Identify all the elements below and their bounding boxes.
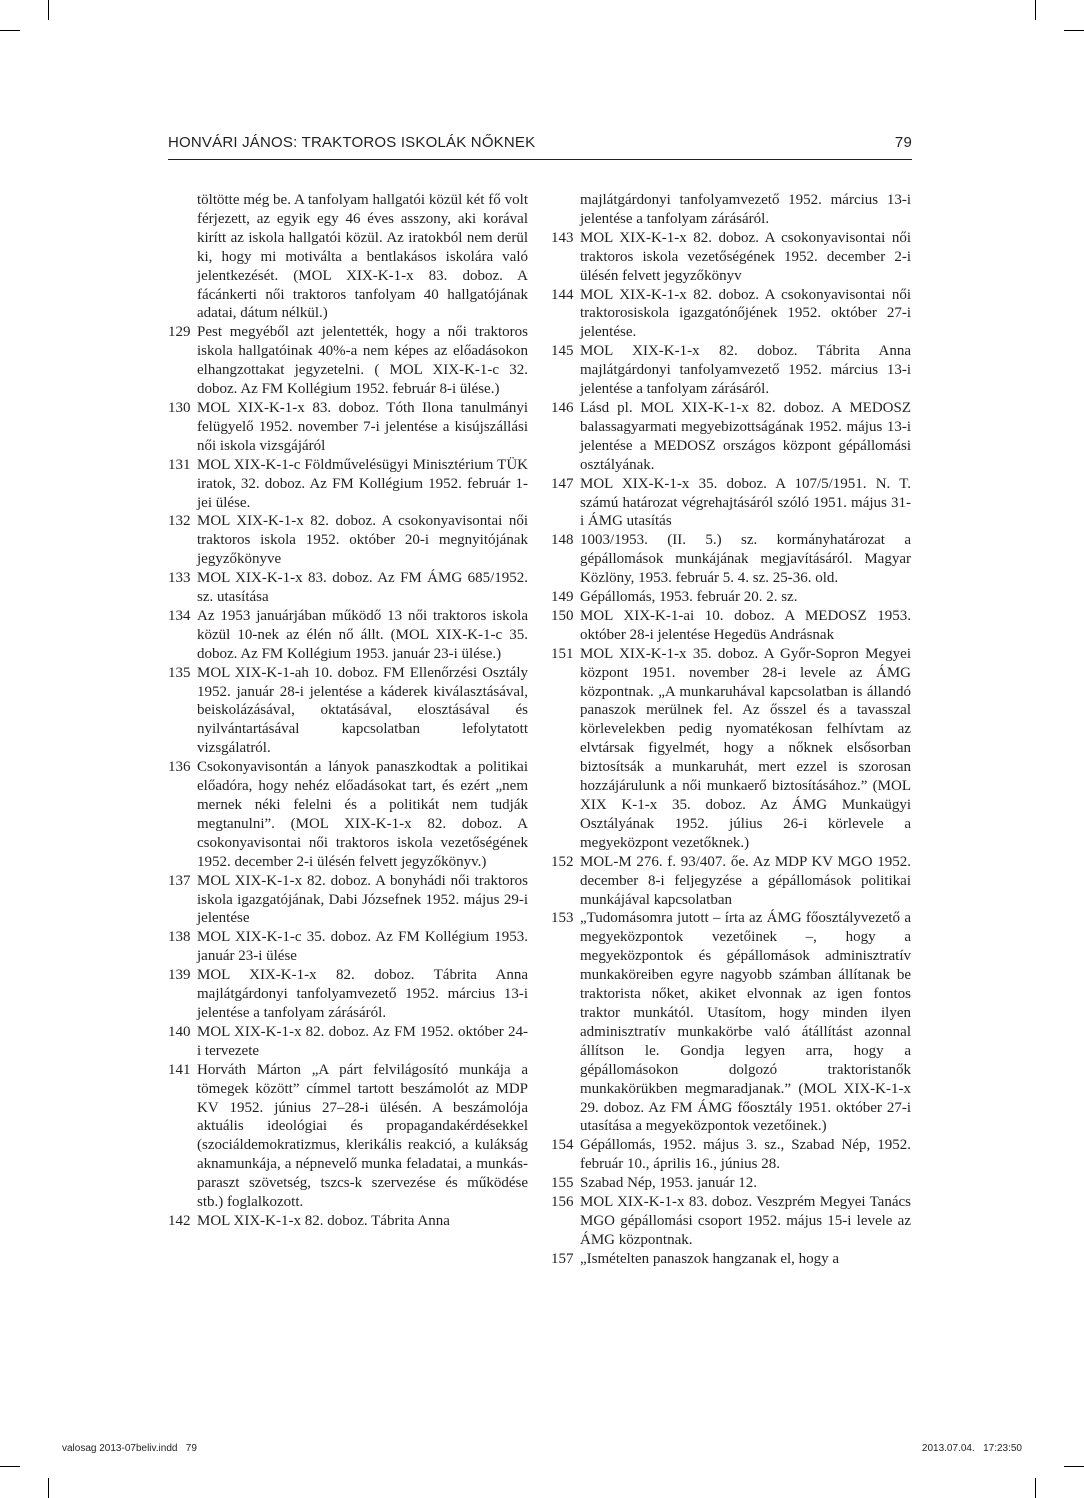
footnote	[551, 607, 911, 645]
footnote	[551, 1136, 911, 1174]
footnote-text: MOL XIX-K-1-x 82. doboz. A csokonyavisontai női traktoros iskola 1952. október 20-i megnyitójának jegyzőkönyve	[197, 513, 528, 568]
footnote-text: Pest megyéből azt jelentették, hogy a női traktoros iskola hallgatóinak 40%-a nem képes az előadásokon elhangzottakat jegyzetelni. ( MOL XIX-K-1-c 32. doboz. Az FM Kollégium 1952. február 8-i ülése.)	[197, 324, 528, 398]
footnote-continuation: töltötte még be. A tanfolyam hallgatói közül két fő volt férjezett, az egyik egy 46 éves asszony, aki korával kirítt az iskola hallgatói közül. Az iratokból nem derül ki, hogy mi motiválta a bentlakásos iskolára való jelentkezését. (MOL XIX-K-1-x 83. doboz. A fácánkerti női traktoros tanfolyam 40 hallgatójának adatai, dátum nélkül.)	[197, 192, 528, 322]
footnote	[551, 286, 911, 343]
footnote	[551, 342, 911, 399]
running-head	[168, 134, 912, 156]
footnote-text: Csokonyavisontán a lányok panaszkodtak a politikai előadóra, hogy nehéz előadásokat tart, és ezért „nem mernek néki felelni és a politikát nem tudják megtanulni”. (MOL XIX-K-1-x 82. doboz. A csokonyavisontai női traktoros iskola vezetőségének 1952. december 2-i ülésén felvett jegyzőkönyv.)	[197, 759, 528, 870]
footnote-number: 157	[551, 1250, 574, 1267]
footnote	[168, 607, 528, 664]
footnote-number: 132	[168, 513, 191, 530]
footnote-number: 154	[551, 1137, 574, 1154]
footnote-text: MOL XIX-K-1-ai 10. doboz. A MEDOSZ 1953. október 28-i jelentése Hegedüs Andrásnak	[580, 607, 911, 643]
footnote-text: MOL XIX-K-1-x 35. doboz. A 107/5/1951. N. T. számú határozat végrehajtásáról szóló 1951. május 31-i ÁMG utasítás	[580, 475, 911, 530]
footnote-number: 137	[168, 872, 191, 889]
footnote	[168, 456, 528, 513]
footnote	[551, 645, 911, 853]
footnote	[168, 928, 528, 966]
footnote-number: 145	[551, 343, 574, 360]
footnote-number: 156	[551, 1194, 574, 1211]
footnote-number: 144	[551, 286, 574, 303]
footnote-number: 140	[168, 1023, 191, 1040]
footnote-number: 148	[551, 532, 574, 549]
footnote	[168, 399, 528, 456]
footnote-number: 138	[168, 929, 191, 946]
footnote-number: 152	[551, 853, 574, 870]
right-column	[551, 191, 911, 1269]
footnote-number: 142	[168, 1212, 191, 1229]
footnote-text: MOL XIX-K-1-x 82. doboz. A csokonyavisontai női traktorosiskola igazgatónőjének 1952. október 27-i jelentése.	[580, 286, 911, 341]
running-title: HONVÁRI JÁNOS: TRAKTOROS ISKOLÁK NŐKNEK	[168, 134, 536, 151]
footnote-continuation: majlátgárdonyi tanfolyamvezető 1952. március 13-i jelentése a tanfolyam zárásáról.	[580, 192, 911, 227]
footnote-number: 133	[168, 570, 191, 587]
footnote-number: 131	[168, 456, 191, 473]
footnote	[551, 1250, 911, 1269]
footnote	[168, 323, 528, 399]
footnote-text: MOL XIX-K-1-c 35. doboz. Az FM Kollégium 1953. január 23-i ülése	[197, 929, 528, 965]
crop-mark-bottom-right-v	[1035, 1478, 1036, 1498]
footnote-number: 139	[168, 967, 191, 984]
footnote-text: „Ismételten panaszok hangzanak el, hogy a	[580, 1250, 840, 1267]
footnote-number: 147	[551, 475, 574, 492]
footnote-number: 155	[551, 1175, 574, 1192]
footnote-number: 129	[168, 324, 191, 341]
footnote	[168, 569, 528, 607]
crop-mark-bottom-left-h	[0, 1466, 20, 1467]
footnote	[168, 966, 528, 1023]
page-number: 79	[894, 134, 912, 151]
footnote-text: MOL XIX-K-1-x 82. doboz. Tábrita Anna majlátgárdonyi tanfolyamvezető 1952. március 13-i jelentése a tanfolyam zárásáról.	[580, 343, 911, 398]
footnote-text: „Tudomásomra jutott – írta az ÁMG főosztályvezető a megyeközpontok vezetőinek –, hogy a megyeközpontok és gépállomások adminisztratív munkaköreiben egyre nagyobb számban állítanak be traktorista nőket, akiket elvonnak az igen fontos traktor munkától. Utasítom, hogy minden ilyen adminisztratív munkakörbe való átállítást azonnal állítson le. Gondja legyen arra, hogy a gépállomásokon dolgozó traktoristanők munkakörükben megmaradjanak.” (MOL XIX-K-1-x 29. doboz. Az FM ÁMG főosztály 1951. október 27-i utasítása a megyeközpontok vezetőinek.)	[580, 910, 911, 1135]
file-slug: valosag 2013-07beliv.indd 79	[62, 1443, 197, 1454]
footnote-text: 1003/1953. (II. 5.) sz. kormányhatározat a gépállomások munkájának megjavításáról. Magyar Közlöny, 1953. február 5. 4. sz. 25-36. old.	[580, 532, 911, 587]
footnote-text: MOL XIX-K-1-x 83. doboz. Az FM ÁMG 685/1952. sz. utasítása	[197, 570, 528, 606]
crop-mark-top-right-h	[1064, 30, 1084, 31]
footnote-text: Horváth Márton „A párt felvilágosító munkája a tömegek között” címmel tartott beszámolót az MDP KV 1952. június 27–28-i ülésén. A beszámolója aktuális ideológiai és propagandakérdésekkel (szociáldemokratizmus, klerikális reakció, a kulákság aknamunkája, a népnevelő munka feladatai, a munkás-paraszt szövetség, tszcs-k szervezése és működése stb.) foglalkozott.	[197, 1061, 528, 1211]
crop-mark-top-right-v	[1035, 0, 1036, 20]
footnote-text: MOL XIX-K-1-ah 10. doboz. FM Ellenőrzési Osztály 1952. január 28-i jelentése a káderek kiválasztásával, beiskolázásával, oktatásával, elosztásával és nyilvántartásával kapcsolatban lefolytatott vizsgálatról.	[197, 664, 528, 757]
footnote-text: MOL XIX-K-1-x 82. doboz. A csokonyavisontai női traktoros iskola vezetőségének 1952. december 2-i ülésén felvett jegyzőkönyv	[580, 229, 911, 284]
footnote	[168, 1212, 528, 1231]
left-column	[168, 191, 528, 1231]
footnote	[551, 475, 911, 532]
crop-mark-top-left-h	[0, 30, 20, 31]
footnote-number: 143	[551, 229, 574, 246]
footnote-text: MOL XIX-K-1-c Földművelésügyi Minisztérium TÜK iratok, 32. doboz. Az FM Kollégium 1952. február 1-jei ülése.	[197, 456, 528, 511]
footnote-number: 150	[551, 607, 574, 624]
footnote-number: 146	[551, 399, 574, 416]
footnote-number: 153	[551, 910, 574, 927]
footnote-text: Az 1953 januárjában működő 13 női traktoros iskola közül 10-nek az élén nő állt. (MOL XIX-K-1-c 35. doboz. Az FM Kollégium 1953. január 23-i ülése.)	[197, 607, 528, 662]
footnote-text: Szabad Nép, 1953. január 12.	[580, 1175, 758, 1192]
footnote	[551, 1193, 911, 1250]
footnote-number: 151	[551, 645, 574, 662]
footnote	[168, 1061, 528, 1212]
header-rule	[168, 159, 912, 160]
footnote-text: MOL XIX-K-1-x 82. doboz. Tábrita Anna	[197, 1212, 450, 1229]
footnote	[551, 909, 911, 1136]
footnote	[551, 531, 911, 588]
footnote-text: MOL XIX-K-1-x 82. doboz. Az FM 1952. október 24-i tervezete	[197, 1023, 528, 1059]
footnote-number: 141	[168, 1061, 191, 1078]
footnote-text: Gépállomás, 1952. május 3. sz., Szabad Nép, 1952. február 10., április 16., június 28.	[580, 1137, 911, 1173]
footnote	[168, 664, 528, 759]
print-timestamp: 2013.07.04. 17:23:50	[921, 1443, 1022, 1454]
footnote	[551, 588, 911, 607]
footnote-text: MOL XIX-K-1-x 82. doboz. Tábrita Anna majlátgárdonyi tanfolyamvezető 1952. március 13-i jelentése a tanfolyam zárásáról.	[197, 967, 528, 1021]
footnote-text: Gépállomás, 1953. február 20. 2. sz.	[580, 589, 798, 606]
footnote-text: MOL XIX-K-1-x 35. doboz. A Győr-Sopron Megyei központ 1951. november 28-i levele az ÁMG központnak. „A munkaruhával kapcsolatban is állandó panaszok merülnek fel. Az ősszel és a tavasszal körlevelekben pedig nyomatékosan felhívtam az elvtársak figyelmét, hogy a nőknek elsősorban biztosítsák a munkaruhát, mert ezzel is szorosan hozzájárulunk a női munkaerő biztosításához.” (MOL XIX K-1-x 35. doboz. Az ÁMG Munkaügyi Osztályának 1952. július 26-i körlevele a megyeközpont vezetőknek.)	[580, 645, 911, 851]
footnote-number: 130	[168, 399, 191, 416]
crop-mark-bottom-left-v	[48, 1478, 49, 1498]
footnote	[551, 853, 911, 910]
footnote	[551, 399, 911, 475]
footnote	[551, 229, 911, 286]
crop-mark-top-left-v	[48, 0, 49, 20]
footnote-number: 149	[551, 589, 574, 606]
footnote-number: 134	[168, 607, 191, 624]
footnote	[168, 872, 528, 929]
footnote	[551, 1174, 911, 1193]
footnote-list-left	[168, 323, 528, 1231]
footnote-number: 135	[168, 664, 191, 681]
footnote	[168, 512, 528, 569]
footnote	[168, 1023, 528, 1061]
crop-mark-bottom-right-h	[1064, 1466, 1084, 1467]
footnote-text: MOL-M 276. f. 93/407. őe. Az MDP KV MGO 1952. december 8-i feljegyzése a gépállomások politikai munkájával kapcsolatban	[580, 853, 911, 908]
footnote-text: MOL XIX-K-1-x 82. doboz. A bonyhádi női traktoros iskola igazgatójának, Dabi Józsefnek 1952. május 29-i jelentése	[197, 872, 528, 927]
footnote-list-right	[551, 229, 911, 1269]
footnote-text: MOL XIX-K-1-x 83. doboz. Tóth Ilona tanulmányi felügyelő 1952. november 7-i jelentése a kisújszállási női iskola vizsgájáról	[197, 399, 528, 454]
footnote-text: MOL XIX-K-1-x 83. doboz. Veszprém Megyei Tanács MGO gépállomási csoport 1952. május 15-i levele az ÁMG központnak.	[580, 1194, 911, 1248]
footnote	[168, 758, 528, 871]
footnote-number: 136	[168, 759, 191, 776]
footnote-text: Lásd pl. MOL XIX-K-1-x 82. doboz. A MEDOSZ balassagyarmati megyebizottságának 1952. május 13-i jelentése a MEDOSZ országos központ gépállomási osztályának.	[580, 399, 911, 473]
